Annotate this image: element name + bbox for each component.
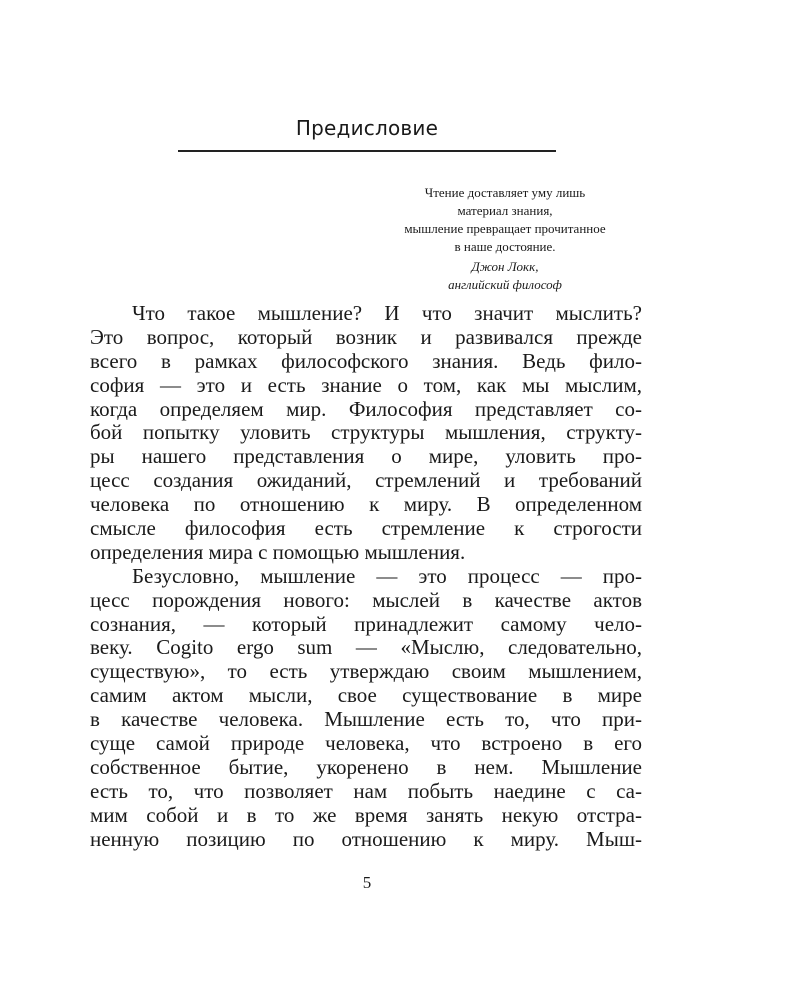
- chapter-title: Предисловие: [295, 116, 439, 140]
- text-line: есть то, что позволяет нам побыть наедине с са-: [90, 778, 642, 803]
- text-line: сознания, — который принадлежит самому чело-: [90, 611, 642, 636]
- text-line: всего в рамках философского знания. Ведь фило-: [90, 348, 642, 373]
- text-line: Безусловно, мышление — это процесс — про-: [132, 563, 642, 588]
- text-line: Что такое мышление? И что значит мыслить?: [132, 301, 642, 325]
- title-underline: [178, 150, 556, 152]
- text-line: человека по отношению к миру. В определенном: [90, 492, 642, 517]
- text-line: самим актом мысли, свое существование в мире: [90, 683, 642, 708]
- text-line: цесс порождения нового: мыслей в качестве актов: [90, 587, 642, 612]
- text-line: определения мира с помощью мышления.: [90, 539, 466, 564]
- text-line: в качестве человека. Мышление есть то, что при-: [90, 707, 642, 732]
- epigraph-line: в наше достояние.: [454, 239, 556, 254]
- text-line: Это вопрос, который возник и развивался прежде: [90, 324, 642, 349]
- text-line: веку. Cogito ergo sum — «Мыслю, следовательно,: [90, 635, 642, 660]
- text-line: ненную позицию по отношению к миру. Мыш-: [90, 826, 642, 851]
- epigraph: [350, 184, 660, 294]
- epigraph-line: материал знания,: [457, 203, 553, 218]
- epigraph-author: Джон Локк,: [471, 259, 539, 274]
- text-line: цесс создания ожиданий, стремлений и требований: [90, 468, 642, 493]
- epigraph-author-role: английский философ: [448, 277, 562, 292]
- text-line: смысле философия есть стремление к строгости: [90, 516, 642, 541]
- text-line: собственное бытие, укоренено в нем. Мышление: [90, 754, 642, 779]
- text-line: бой попытку уловить структуры мышления, структу-: [90, 420, 642, 445]
- epigraph-line: мышление превращает прочитанное: [404, 221, 606, 236]
- text-line: существую», то есть утверждаю своим мышлением,: [90, 659, 642, 684]
- text-line: софия — это и есть знание о том, как мы мыслим,: [90, 372, 642, 397]
- page-number: 5: [362, 873, 372, 892]
- body-text: [90, 302, 642, 851]
- text-line: ры нашего представления о мире, уловить про-: [90, 444, 642, 469]
- text-line: когда определяем мир. Философия представляет со-: [90, 396, 642, 421]
- text-line: суще самой природе человека, что встроено в его: [90, 731, 642, 756]
- epigraph-line: Чтение доставляет уму лишь: [424, 185, 586, 200]
- text-line: мим собой и в то же время занять некую отстра-: [90, 802, 642, 827]
